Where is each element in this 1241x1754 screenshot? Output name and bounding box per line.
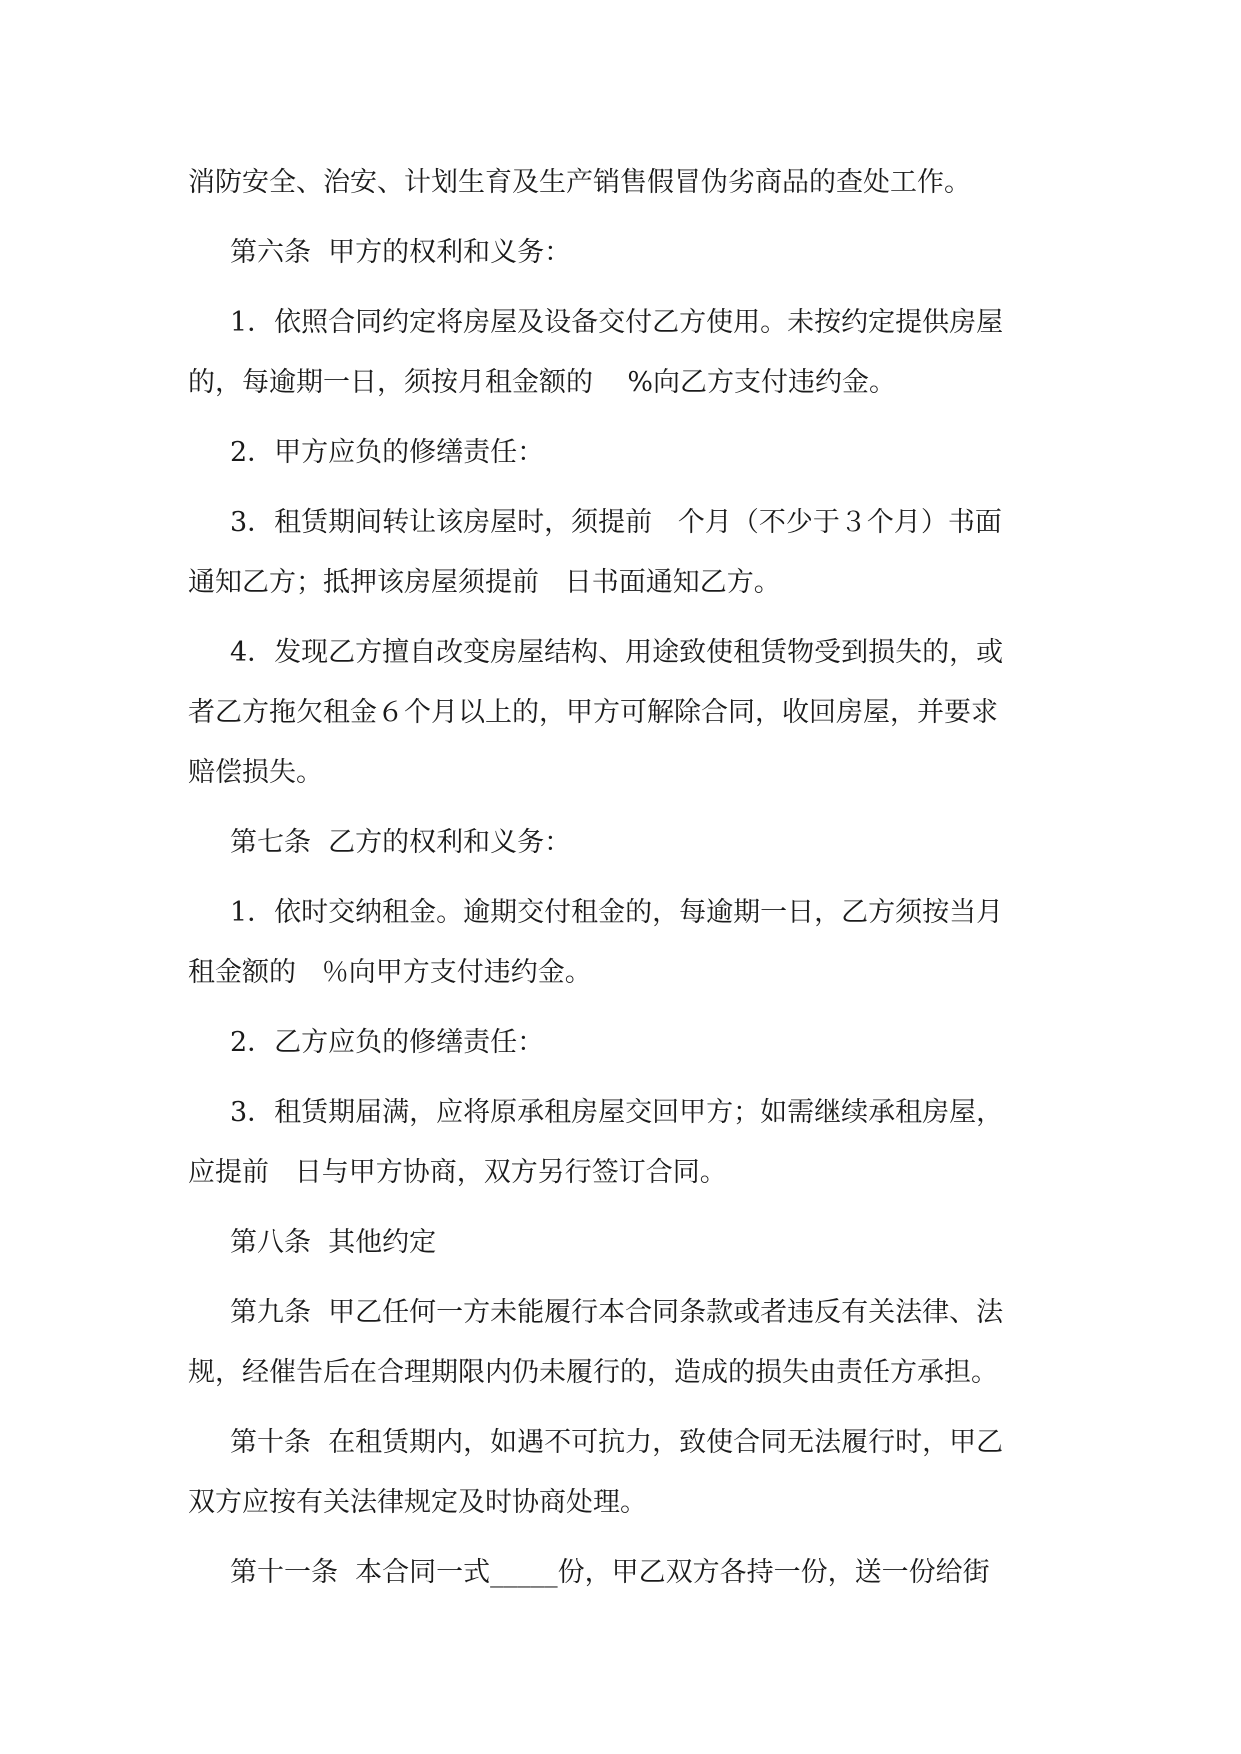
paragraph-line: 应提前 日与甲方协商，双方另行签订合同。: [188, 1157, 727, 1188]
paragraph-line: 3．租赁期届满，应将原承租房屋交回甲方；如需继续承租房屋，: [230, 1097, 1004, 1128]
paragraph-line: 1．依时交纳租金。逾期交付租金的，每逾期一日，乙方须按当月: [230, 897, 1004, 928]
paragraph-line: 的，每逾期一日，须按月租金额的 %向乙方支付违约金。: [188, 367, 896, 398]
paragraph-line: 第十条 在租赁期内，如遇不可抗力，致使合同无法履行时，甲乙: [230, 1427, 1004, 1458]
paragraph-line: 1．依照合同约定将房屋及设备交付乙方使用。未按约定提供房屋: [230, 307, 1004, 338]
paragraph-line: 通知乙方；抵押该房屋须提前 日书面通知乙方。: [188, 567, 781, 598]
article-heading: 第八条 其他约定: [230, 1227, 437, 1258]
paragraph-line: 2．甲方应负的修缮责任：: [230, 437, 545, 468]
paragraph-line: 双方应按有关法律规定及时协商处理。: [188, 1487, 647, 1518]
paragraph-line: 第九条 甲乙任何一方未能履行本合同条款或者违反有关法律、法: [230, 1297, 1004, 1328]
paragraph-line: 第十一条 本合同一式_____份，甲乙双方各持一份，送一份给街: [230, 1557, 990, 1588]
paragraph-line: 2．乙方应负的修缮责任：: [230, 1027, 545, 1058]
paragraph-line: 消防安全、治安、计划生育及生产销售假冒伪劣商品的查处工作。: [188, 167, 971, 198]
paragraph-line: 3．租赁期间转让该房屋时，须提前 个月（不少于３个月）书面: [230, 507, 1002, 538]
paragraph-line: 赔偿损失。: [188, 757, 323, 788]
paragraph-line: 4．发现乙方擅自改变房屋结构、用途致使租赁物受到损失的，或: [230, 637, 1004, 668]
paragraph-line: 规，经催告后在合理期限内仍未履行的，造成的损失由责任方承担。: [188, 1357, 998, 1388]
article-heading: 第六条 甲方的权利和义务：: [230, 237, 572, 268]
paragraph-line: 者乙方拖欠租金６个月以上的，甲方可解除合同，收回房屋，并要求: [188, 697, 998, 728]
article-heading: 第七条 乙方的权利和义务：: [230, 827, 572, 858]
paragraph-line: 租金额的 ％向甲方支付违约金。: [188, 957, 592, 988]
